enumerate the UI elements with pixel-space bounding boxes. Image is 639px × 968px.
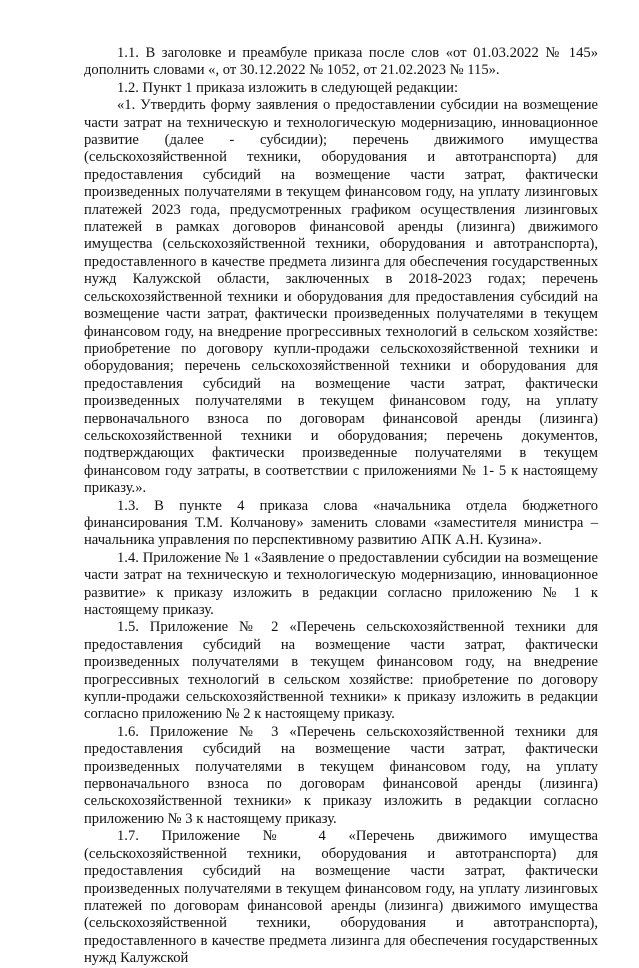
paragraph-item-1-text: «1. Утвердить форму заявления о предоставлении субсидии на возмещение части затрат на техническую и технологическую модернизацию, инновационное развитие (далее - субсидии); перечень движимого имущества (сельскохозяйственной техники, оборудования и автотранспорта) для предоставления субсидий на возмещение части затрат, фактически произведенных получателями в текущем финансовом году, на уплату лизинговых платежей 2023 года, предусмотренных графиком осуществления лизинговых платежей в рамках договоров финансовой аренды (лизинга) движимого имущества (сельскохозяйственной техники, оборудования и автотранспорта), предоставленного в качестве предмета лизинга для обеспечения государственных нужд Калужской области, заключенных в 2018-2023 годах; перечень сельскохозяйственной техники и оборудования для предоставления субсидий на возмещение части затрат, фактически произведенных получателями в текущем финансовом году, на внедрение прогрессивных технологий в сельском хозяйстве: приобретение по договору купли-продажи сельскохозяйственной техники и оборудования; перечень сельскохозяйственной техники и оборудования для предоставления субсидий на возмещение части затрат, фактически произведенных получателями в текущем финансовом году, на уплату первоначального взноса по договорам финансовой аренды (лизинга) сельскохозяйственной техники и оборудования; перечень документов, подтверждающих фактически произведенные получателями в текущем финансовом году затраты, в соответствии с приложениями № 1- 5 к настоящему приказу.».: [84, 97, 598, 497]
paragraph-1-7: 1.7. Приложение № 4 «Перечень движимого имущества (сельскохозяйственной техники, оборудования и автотранспорта) для предоставления субсидий на возмещение части затрат, фактически произведенных получателями в текущем финансовом году, на уплату лизинговых платежей по договорам финансовой аренды (лизинга) движимого имущества (сельскохозяйственной техники, оборудования и автотранспорта), предоставленного в качестве предмета лизинга для обеспечения государственных нужд Калужской: [84, 828, 598, 967]
paragraph-1-3: 1.3. В пункте 4 приказа слова «начальника отдела бюджетного финансирования Т.М. Колчанову» заменить словами «заместителя министра – начальника управления по перспективному развитию АПК А.Н. Кузина».: [84, 497, 598, 549]
paragraph-1-5: 1.5. Приложение № 2 «Перечень сельскохозяйственной техники для предоставления субсидий на возмещение части затрат, фактически произведенных получателями в текущем финансовом году, на внедрение прогрессивных технологий в сельском хозяйстве: приобретение по договору купли-продажи сельскохозяйственной техники» к приказу изложить в редакции согласно приложению № 2 к настоящему приказу.: [84, 619, 598, 723]
paragraph-1-6: 1.6. Приложение № 3 «Перечень сельскохозяйственной техники для предоставления субсидий на возмещение части затрат, фактически произведенных получателями в текущем финансовом году, на уплату первоначального взноса по договорам финансовой аренды (лизинга) сельскохозяйственной техники» к приказу изложить в редакции согласно приложению № 3 к настоящему приказу.: [84, 723, 598, 827]
paragraph-1-1: 1.1. В заголовке и преамбуле приказа после слов «от 01.03.2022 № 145» дополнить словами «, от 30.12.2022 № 1052, от 21.02.2023 № 115».: [84, 45, 598, 79]
paragraph-1-2: 1.2. Пункт 1 приказа изложить в следующей редакции:: [117, 79, 459, 96]
scan-top-edge: [0, 0, 639, 6]
paragraph-1-4: 1.4. Приложение № 1 «Заявление о предоставлении субсидии на возмещение части затрат на техническую и технологическую модернизацию, инновационное развитие» к приказу изложить в редакции согласно приложению № 1 к настоящему приказу.: [84, 549, 598, 618]
document-page: [84, 45, 598, 968]
